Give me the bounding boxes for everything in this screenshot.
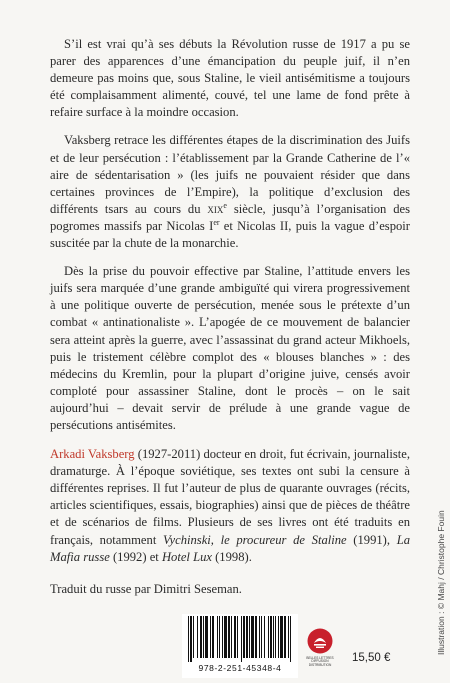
author-bio	[50, 446, 410, 566]
barcode-bar	[190, 616, 192, 662]
publisher-logo-text: BELLES LETTRES DIFFUSION DISTRIBUTION	[306, 656, 334, 667]
text-segment: S’il est vrai qu’à ses débuts la Révolution russe de 1917 a pu se parer des apparences d’une émancipation du peuple juif, il n’en demeure pas moins que, sous Staline, le vieil antisémitisme a toujours été complaisamment alimenté, couvé, tel une lame de fond prête à refaire surface à la moindre occasion.	[50, 37, 410, 120]
barcode-bar	[246, 616, 248, 658]
text-segment: Vaksberg retrace les différentes étapes de la discrimination des Juifs et de leur persécution : l’établissement par la Grande Catherine de l’« aire de sédentarisation » (les juifs ne pouvaient résider que dans certaines provinces de l’Empire), la politique d’exclusion des différents tsars au cours du	[50, 133, 410, 216]
publisher-logo-icon	[306, 627, 334, 657]
paragraph-2	[50, 132, 410, 252]
isbn-number: 978-2-251-45348-4	[198, 663, 282, 673]
text-segment: (1998).	[211, 549, 252, 564]
text-segment: et Nicolas II, puis la vague d’espoir suscitée par la chute de la monarchie.	[50, 218, 410, 251]
barcode-bar	[259, 616, 260, 658]
barcode-bar	[275, 616, 276, 658]
barcode-bar	[268, 616, 269, 658]
price: 15,50 €	[352, 652, 391, 664]
barcode-bar	[278, 616, 279, 658]
barcode-bar	[205, 616, 208, 658]
text-segment: Dès la prise du pouvoir effective par Staline, l’attitude envers les juifs sera marquée d’une grande ambiguïté qui virera progressivement à une politique ouverte de persécution, menée sous le prétexte d’un combat « antinationaliste ». L’apogée de ce mouvement de balancier sera atteint après la guerre, avec l’assassinat du grand acteur Mikhoels, puis le tristement célèbre complot des « blouses blanches » : des médecins du Kremlin, pour la plupart d’origine juive, censés avoir comploté pour assassiner Staline, dont le procès – on le sait aujourd’hui – devait servir de prélude à une grande vague de persécutions antisémites.	[50, 264, 410, 432]
barcode-bar	[237, 616, 238, 658]
text-segment: siècle, jusqu’à l’organisation des pogromes massifs par Nicolas I	[50, 201, 410, 233]
text-segment: (1992) et	[109, 549, 162, 564]
barcode-bar	[261, 616, 262, 658]
barcode-bar	[288, 616, 289, 658]
barcode-bar	[219, 616, 220, 658]
barcode-bar	[231, 616, 232, 658]
barcode-bar	[270, 616, 272, 658]
barcode-bar	[203, 616, 204, 658]
text-segment: Hotel Lux	[161, 549, 212, 564]
translator-credit: Traduit du russe par Dimitri Seseman.	[50, 582, 242, 596]
barcode-bar	[197, 616, 198, 658]
cover-text	[50, 36, 410, 577]
text-segment: (1927-2011) docteur en droit, fut écrivain, journaliste, dramaturge. À l’époque soviétique, ses textes ont subi la censure à différentes reprises. Il fut l’auteur de plus de quarante ouvrages (récits, articles scientifiques, essais, biographies) ainsi que de pièces de théâtre et de scénarios de films. Plusieurs de ses livres ont été traduits en français, notamment	[50, 447, 410, 547]
text-segment: (1991),	[346, 532, 397, 547]
illustration-credit: Illustration : © Mahj / Christophe Fouin	[436, 510, 446, 655]
text-segment: er	[213, 217, 220, 227]
barcode-bar	[264, 616, 265, 658]
barcode-bar	[280, 616, 283, 658]
paragraph-1	[50, 36, 410, 121]
barcode-bar	[210, 616, 211, 658]
barcode-bar	[224, 616, 227, 658]
paragraph-3	[50, 263, 410, 434]
barcode-bar	[188, 616, 189, 662]
barcode-bars	[186, 616, 294, 662]
barcode-bar	[243, 616, 245, 658]
text-segment: xix	[207, 201, 224, 216]
barcode-bar	[228, 616, 230, 658]
barcode-bar	[255, 616, 257, 658]
author-name: Arkadi Vaksberg	[50, 447, 135, 462]
barcode-bar	[290, 616, 291, 662]
barcode-bar	[222, 616, 223, 658]
text-segment: e	[223, 200, 227, 210]
barcode-bar	[217, 616, 218, 658]
text-segment: Vychinski, le procureur de Staline	[162, 532, 347, 547]
barcode-bar	[234, 616, 236, 658]
barcode	[182, 614, 298, 678]
publisher-logo	[306, 627, 334, 667]
barcode-bar	[249, 616, 250, 658]
barcode-bar	[273, 616, 274, 658]
barcode-bar	[193, 616, 194, 658]
barcode-bar	[284, 616, 286, 658]
barcode-bar	[241, 616, 242, 662]
barcode-bar	[251, 616, 254, 658]
barcode-bar	[212, 616, 214, 658]
text-segment: La Mafia russe	[50, 532, 410, 564]
barcode-bar	[200, 616, 202, 658]
